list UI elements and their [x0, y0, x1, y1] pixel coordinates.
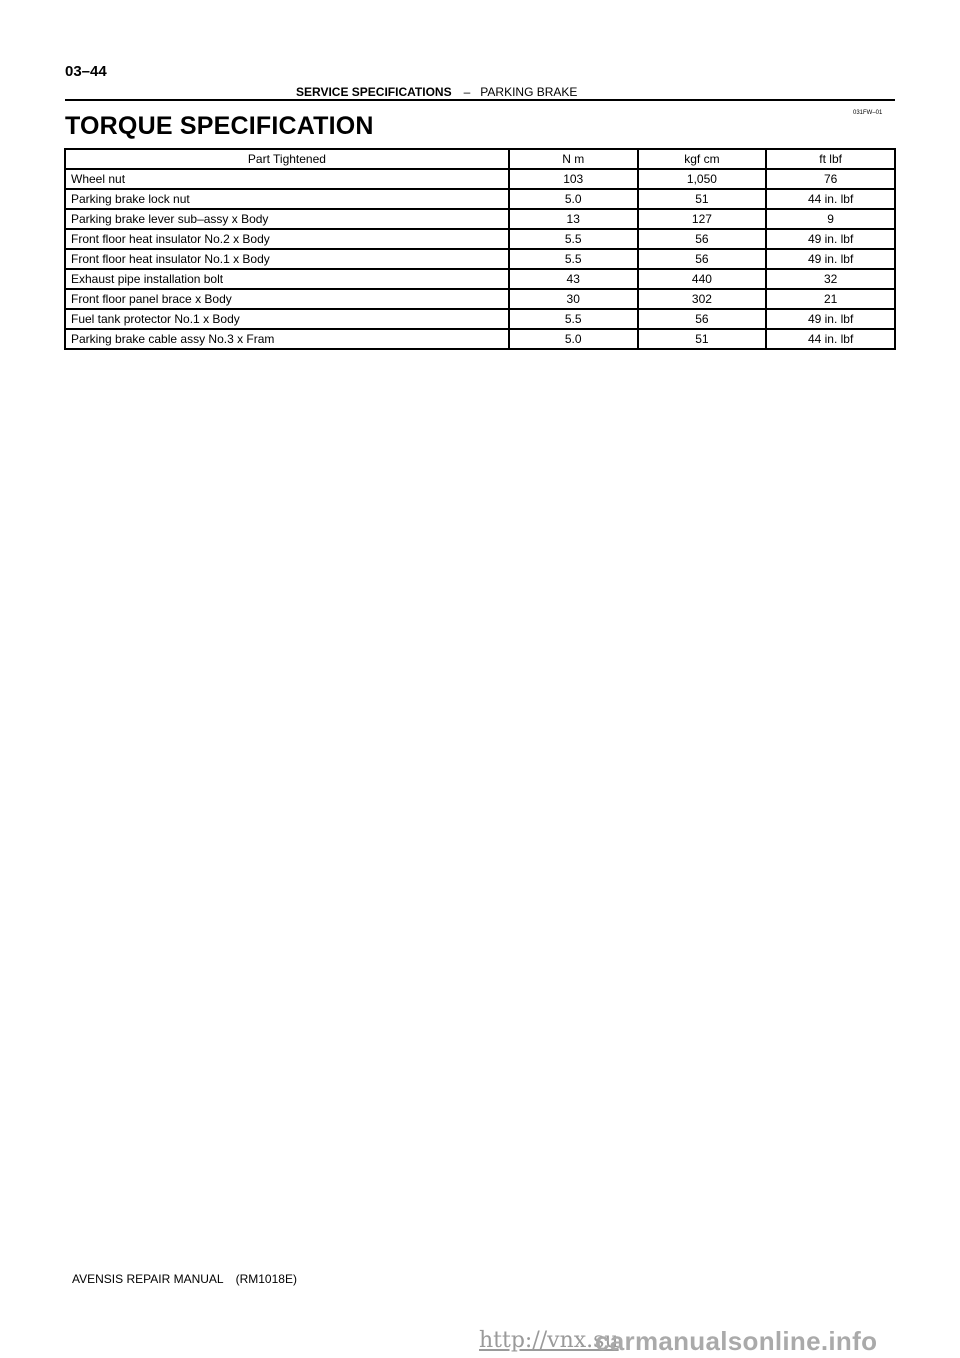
table-header-row: [65, 149, 895, 169]
header-rule: [65, 99, 895, 101]
watermark-link[interactable]: http://vnx.su: [479, 1328, 619, 1353]
kgfcm-cell: 51: [638, 329, 767, 349]
torque-spec-table: [64, 148, 896, 350]
section-separator: –: [463, 85, 471, 99]
part-cell: Front floor heat insulator No.1 x Body: [65, 249, 509, 269]
nm-cell: 5.5: [509, 229, 638, 249]
table-row: [65, 209, 895, 229]
nm-cell: 5.0: [509, 189, 638, 209]
kgfcm-cell: 51: [638, 189, 767, 209]
manual-name: AVENSIS REPAIR MANUAL: [72, 1272, 224, 1286]
nm-cell: 103: [509, 169, 638, 189]
nm-cell: 43: [509, 269, 638, 289]
nm-cell: 5.5: [509, 249, 638, 269]
kgfcm-cell: 56: [638, 249, 767, 269]
page-title: TORQUE SPECIFICATION: [65, 112, 374, 140]
manual-code: (RM1018E): [235, 1272, 297, 1286]
kgfcm-cell: 440: [638, 269, 767, 289]
ftlbf-cell: 32: [766, 269, 895, 289]
ftlbf-cell: 9: [766, 209, 895, 229]
ftlbf-cell: 49 in. lbf: [766, 249, 895, 269]
page-number: 03–44: [65, 63, 107, 80]
ftlbf-cell: 21: [766, 289, 895, 309]
ftlbf-cell: 49 in. lbf: [766, 309, 895, 329]
nm-cell: 30: [509, 289, 638, 309]
table-row: [65, 229, 895, 249]
table-row: [65, 189, 895, 209]
nm-cell: 5.5: [509, 309, 638, 329]
column-header: Part Tightened: [65, 149, 509, 169]
table-row: [65, 329, 895, 349]
ftlbf-cell: 49 in. lbf: [766, 229, 895, 249]
kgfcm-cell: 302: [638, 289, 767, 309]
subsection-title: PARKING BRAKE: [480, 85, 578, 99]
nm-cell: 5.0: [509, 329, 638, 349]
watermark-site: carmanualsonline.info: [595, 1326, 878, 1356]
part-cell: Parking brake lock nut: [65, 189, 509, 209]
section-title: SERVICE SPECIFICATIONS: [296, 85, 452, 99]
ftlbf-cell: 76: [766, 169, 895, 189]
ftlbf-cell: 44 in. lbf: [766, 329, 895, 349]
table-row: [65, 169, 895, 189]
kgfcm-cell: 56: [638, 229, 767, 249]
table-row: [65, 289, 895, 309]
column-header: ft lbf: [766, 149, 895, 169]
column-header: kgf cm: [638, 149, 767, 169]
part-cell: Front floor heat insulator No.2 x Body: [65, 229, 509, 249]
document-code: 031FW–01: [853, 110, 883, 116]
kgfcm-cell: 1,050: [638, 169, 767, 189]
part-cell: Wheel nut: [65, 169, 509, 189]
column-header: N m: [509, 149, 638, 169]
section-header: [296, 85, 577, 99]
table-row: [65, 309, 895, 329]
table-row: [65, 249, 895, 269]
table-row: [65, 269, 895, 289]
part-cell: Fuel tank protector No.1 x Body: [65, 309, 509, 329]
part-cell: Front floor panel brace x Body: [65, 289, 509, 309]
kgfcm-cell: 56: [638, 309, 767, 329]
part-cell: Exhaust pipe installation bolt: [65, 269, 509, 289]
kgfcm-cell: 127: [638, 209, 767, 229]
part-cell: Parking brake cable assy No.3 x Fram: [65, 329, 509, 349]
nm-cell: 13: [509, 209, 638, 229]
footer: [72, 1272, 297, 1286]
ftlbf-cell: 44 in. lbf: [766, 189, 895, 209]
part-cell: Parking brake lever sub–assy x Body: [65, 209, 509, 229]
